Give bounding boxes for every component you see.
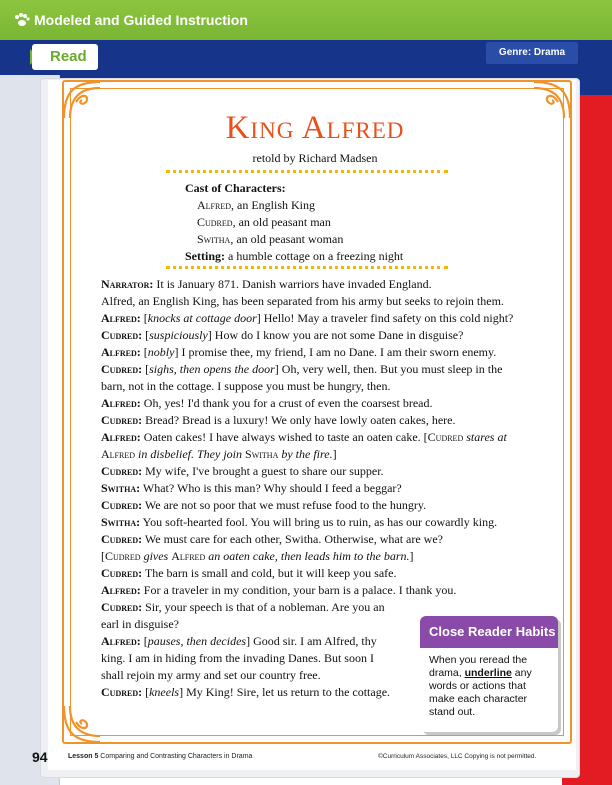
character-name: Alfred <box>171 549 206 563</box>
speaker-name: Alfred: <box>101 583 141 597</box>
speaker-name: Cudred: <box>101 566 143 580</box>
speaker-name: Cudred: <box>101 498 143 512</box>
speaker-name: Narrator: <box>101 277 154 291</box>
speaker-name: Cudred: <box>101 413 143 427</box>
dialogue-text: ] My King! Sire, let us return to the cottage. <box>179 685 391 699</box>
dialogue-text: You soft-hearted fool. You will bring us to ruin, as has our cowardly king. <box>140 515 498 529</box>
script-line <box>101 531 531 548</box>
dialogue-text: ] I promise thee, my friend, I am no Dane. I am their sworn enemy. <box>174 345 497 359</box>
speaker-name: Cudred: <box>101 362 143 376</box>
section-header-band <box>0 0 612 40</box>
dialogue-text: Oh, yes! I'd thank you for a crust of even the coarsest bread. <box>140 396 433 410</box>
dialogue-text: barn, not in the cottage. I suppose you must be hungry, then. <box>101 379 391 393</box>
script-line <box>101 276 531 293</box>
dialogue-text: ] Hello! May a traveler find safety on this cold night? <box>256 311 514 325</box>
dotted-divider <box>166 170 448 173</box>
dialogue-text: Alfred, an English King, has been separated from his army but seeks to rejoin them. <box>101 294 504 308</box>
dialogue-text: [ <box>101 549 105 563</box>
character-name: Switha <box>245 447 279 461</box>
character-name: Cudred <box>105 549 141 563</box>
setting: Setting: a humble cottage on a freezing night <box>185 249 404 263</box>
script-line <box>101 599 531 616</box>
script-line <box>101 395 531 412</box>
script-line <box>101 412 531 429</box>
speaker-name: Alfred: <box>101 345 141 359</box>
speaker-name: Cudred: <box>101 532 143 546</box>
read-tab-label: Read <box>50 48 87 65</box>
dialogue-text: [ <box>142 362 150 376</box>
cast-member: Alfred, an English King <box>197 198 316 212</box>
section-title: Modeled and Guided Instruction <box>34 12 248 28</box>
page-footer <box>0 745 612 785</box>
script-line <box>101 582 531 599</box>
speaker-name: Cudred: <box>101 464 143 478</box>
dialogue-text: Oaten cakes! I have always wished to taste an oaten cake. [ <box>140 430 428 444</box>
dialogue-text: We are not so poor that we must refuse food to the hungry. <box>142 498 427 512</box>
script-line <box>101 344 531 361</box>
cast-member: Cudred, an old peasant man <box>197 215 331 229</box>
script-line <box>101 361 531 378</box>
stage-direction: stares at <box>463 430 507 444</box>
speaker-name: Cudred: <box>101 328 143 342</box>
dotted-divider <box>166 266 448 269</box>
byline: retold by Richard Madsen <box>252 151 378 165</box>
dialogue-text: It is January 871. Danish warriors have invaded England. <box>153 277 432 291</box>
cast-list <box>185 180 403 265</box>
stage-direction: suspiciously <box>149 328 208 342</box>
stage-direction: in disbelief. They join <box>135 447 246 461</box>
stage-direction: kneels <box>149 685 180 699</box>
dialogue-text: ] Good sir. I am Alfred, thy <box>246 634 377 648</box>
dialogue-text: Sir, your speech is that of a nobleman. Are you an <box>142 600 385 614</box>
script-line <box>101 310 531 327</box>
speaker-name: Switha: <box>101 515 141 529</box>
dialogue-text: [ <box>140 634 148 648</box>
stage-direction: an oaten cake, then leads him to the barn. <box>205 549 410 563</box>
cast-heading: Cast of Characters: <box>185 181 286 195</box>
page-number: 94 <box>32 749 48 765</box>
dialogue-text: earl in disguise? <box>101 617 179 631</box>
close-reader-habits-text: When you reread the drama, underline any words or actions that make each character stand out. <box>429 654 532 718</box>
speaker-name: Cudred: <box>101 600 143 614</box>
script-line <box>101 463 531 480</box>
stage-direction: sighs, then opens the door <box>149 362 275 376</box>
dialogue-text: ] <box>409 549 414 563</box>
dialogue-text: For a traveler in my condition, your barn is a palace. I thank you. <box>140 583 457 597</box>
dialogue-text: My wife, I've brought a guest to share our supper. <box>142 464 384 478</box>
dialogue-text: shall rejoin my army and set our country free. <box>101 668 321 682</box>
dialogue-text: [ <box>142 685 150 699</box>
genre-badge: Genre: Drama <box>486 42 578 64</box>
close-reader-habits-title: Close Reader Habits <box>420 616 558 648</box>
dialogue-text: The barn is small and cold, but it will keep you safe. <box>142 566 397 580</box>
dialogue-text: [ <box>140 311 148 325</box>
stage-direction: knocks at cottage door <box>147 311 257 325</box>
paw-icon <box>14 13 30 27</box>
close-reader-habits-box <box>420 616 558 732</box>
script-line <box>101 480 531 497</box>
read-tab <box>32 44 98 70</box>
script-line <box>101 497 531 514</box>
script-line <box>101 429 531 446</box>
dialogue-text: [ <box>140 345 148 359</box>
script-line <box>101 446 531 463</box>
stage-direction: by the fire. <box>278 447 333 461</box>
script-line <box>101 548 531 565</box>
speaker-name: Alfred: <box>101 634 141 648</box>
lesson-label: Lesson 5 Comparing and Contrasting Characters in Drama <box>68 753 253 760</box>
dialogue-text: What? Who is this man? Why should I feed a beggar? <box>140 481 402 495</box>
script-line <box>101 293 531 310</box>
dialogue-text: ] How do I know you are not some Dane in disguise? <box>207 328 464 342</box>
copyright: ©Curriculum Associates, LLC Copying is not permitted. <box>378 753 537 760</box>
speaker-name: Switha: <box>101 481 141 495</box>
corner-ornament-icon <box>60 700 106 746</box>
stage-direction: nobly <box>147 345 175 359</box>
script-line <box>101 565 531 582</box>
dialogue-text: [ <box>142 328 150 342</box>
character-name: Alfred <box>101 447 136 461</box>
script-line <box>101 327 531 344</box>
dialogue-text: We must care for each other, Switha. Otherwise, what are we? <box>142 532 443 546</box>
character-name: Cudred <box>427 430 464 444</box>
speaker-name: Alfred: <box>101 311 141 325</box>
stage-direction: pauses, then decides <box>147 634 247 648</box>
script-line <box>101 378 531 395</box>
dialogue-text: ] Oh, very well, then. But you must sleep in the <box>274 362 503 376</box>
dialogue-text: ] <box>332 447 337 461</box>
script-line <box>101 514 531 531</box>
cast-member: Switha, an old peasant woman <box>197 232 344 246</box>
dialogue-text: Bread? Bread is a luxury! We only have lowly oaten cakes, here. <box>142 413 456 427</box>
speaker-name: Cudred: <box>101 685 143 699</box>
story-title: King Alfred <box>225 110 405 146</box>
dialogue-text: king. I am in hiding from the invading Danes. But soon I <box>101 651 374 665</box>
speaker-name: Alfred: <box>101 430 141 444</box>
speaker-name: Alfred: <box>101 396 141 410</box>
stage-direction: gives <box>140 549 172 563</box>
